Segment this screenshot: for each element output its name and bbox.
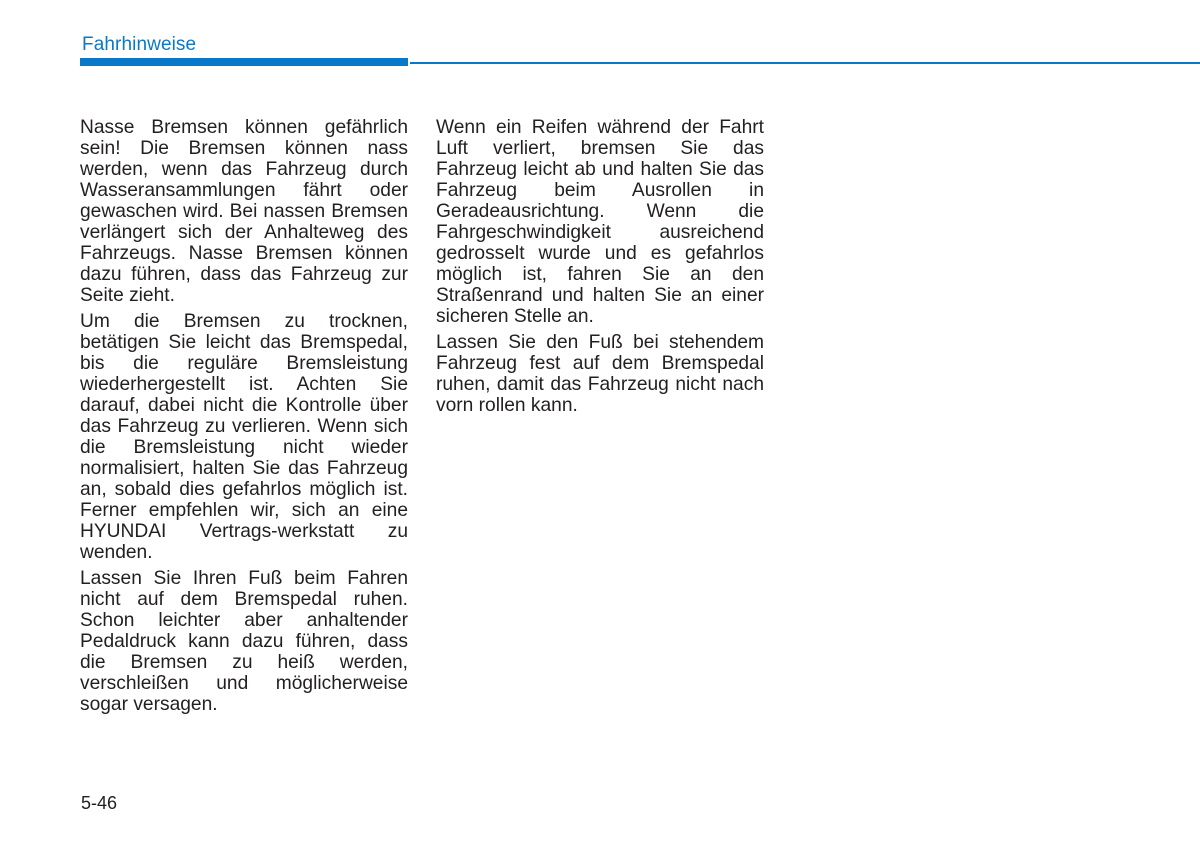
header-rule-thick <box>80 58 408 66</box>
paragraph-foot-on-pedal: Lassen Sie Ihren Fuß beim Fahren nicht auf dem Bremspedal ruhen. Schon leichter aber anhaltender Pedaldruck kann dazu führen, dass die Bremsen zu heiß werden, verschleißen und möglicherweise sogar versagen. <box>80 568 408 715</box>
paragraph-stationary-brake: Lassen Sie den Fuß bei stehendem Fahrzeug fest auf dem Bremspedal ruhen, damit das Fahrzeug nicht nach vorn rollen kann. <box>436 332 764 416</box>
paragraph-wet-brakes: Nasse Bremsen können gefährlich sein! Die Bremsen können nass werden, wenn das Fahrzeug durch Wasseransammlungen fährt oder gewaschen wird. Bei nassen Bremsen verlängert sich der Anhalteweg des Fahrzeugs. Nasse Bremsen können dazu führen, dass das Fahrzeug zur Seite zieht. <box>80 117 408 306</box>
paragraph-drying-brakes: Um die Bremsen zu trocknen, betätigen Sie leicht das Bremspedal, bis die reguläre Bremsleistung wiederhergestellt ist. Achten Sie darauf, dabei nicht die Kontrolle über das Fahrzeug zu verlieren. Wenn sich die Bremsleistung nicht wieder normalisiert, halten Sie das Fahrzeug an, sobald dies gefahrlos möglich ist. Ferner empfehlen wir, sich an eine HYUNDAI Vertrags-werkstatt zu wenden. <box>80 311 408 563</box>
header-rule-thin <box>410 62 1200 64</box>
section-title: Fahrhinweise <box>82 34 197 55</box>
left-column <box>80 117 408 720</box>
page-number: 5-46 <box>81 793 118 813</box>
right-column <box>436 117 764 421</box>
paragraph-tire-deflation: Wenn ein Reifen während der Fahrt Luft verliert, bremsen Sie das Fahrzeug leicht ab und halten Sie das Fahrzeug beim Ausrollen in Geradeausrichtung. Wenn die Fahrgeschwindigkeit ausreichend gedrosselt wurde und es gefahrlos möglich ist, fahren Sie an den Straßenrand und halten Sie an einer sicheren Stelle an. <box>436 117 764 327</box>
